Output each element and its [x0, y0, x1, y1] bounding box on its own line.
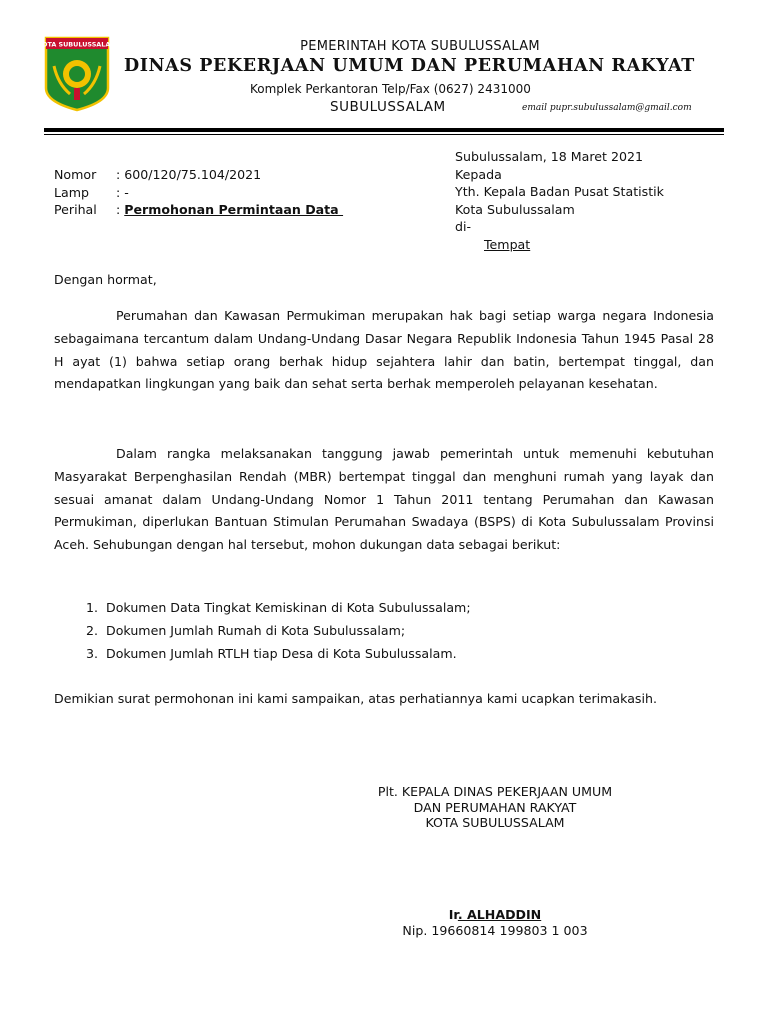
signatory-name: [330, 907, 660, 923]
list-item-text: Dokumen Data Tingkat Kemiskinan di Kota Subulussalam;: [106, 600, 471, 615]
perihal-separator: :: [116, 202, 125, 217]
letter-date: Subulussalam, 18 Maret 2021: [455, 149, 644, 164]
nomor-value: : 600/120/75.104/2021: [116, 167, 262, 182]
lamp-row: [54, 184, 343, 202]
letter-meta: [54, 166, 343, 219]
list-item-text: Dokumen Jumlah Rumah di Kota Subulussalam;: [106, 622, 406, 638]
nomor-row: [54, 166, 343, 184]
closing-paragraph: Demikian surat permohonan ini kami sampaikan, atas perhatiannya kami ucapkan terimakasih.: [54, 691, 657, 706]
letterhead-rule-thin: [44, 134, 724, 135]
signatory-name-text: . ALHADDIN: [457, 907, 542, 922]
office-address: Komplek Perkantoran Telp/Fax (0627) 2431000: [250, 82, 531, 96]
signatory-nip: Nip. 19660814 199803 1 003: [402, 923, 588, 938]
recipient-city: Kota Subulussalam: [455, 201, 575, 217]
list-item-text: Dokumen Jumlah RTLH tiap Desa di Kota Subulussalam.: [106, 645, 457, 661]
recipient-addressee: Yth. Kepala Badan Pusat Statistik: [455, 184, 664, 199]
recipient-place: Tempat: [484, 236, 531, 252]
government-name: PEMERINTAH KOTA SUBULUSSALAM: [300, 39, 540, 54]
lamp-label: Lamp: [54, 184, 89, 200]
signature-title: [330, 784, 660, 831]
perihal-label: Perihal: [54, 202, 97, 217]
lamp-value: : -: [116, 184, 129, 200]
signatory-prefix: Ir: [448, 907, 458, 922]
letterhead-rule-thick: [44, 128, 724, 132]
greeting: Dengan hormat,: [54, 272, 157, 287]
signature-title-line-2: DAN PERUMAHAN RAKYAT: [413, 799, 577, 815]
perihal-value: Permohonan Permintaan Data: [124, 202, 344, 217]
agency-name: DINAS PEKERJAAN UMUM DAN PERUMAHAN RAKYAT: [124, 56, 695, 76]
paragraph-1: Perumahan dan Kawasan Permukiman merupakan hak bagi setiap warga negara Indonesia sebagaimana tercantum dalam Undang-Undang Dasar Negara Republik Indonesia Tahun 1945 Pasal 28 H ayat (1) bahwa setiap orang berhak hidup sejahtera lahir dan batin, bertempat tinggal, dan mendapatkan lingkungan yang baik dan sehat serta berhak memperoleh pelayanan kesehatan.: [54, 308, 714, 392]
signature-title-line-1: Plt. KEPALA DINAS PEKERJAAN UMUM: [377, 784, 613, 799]
paragraph-2: Dalam rangka melaksanakan tanggung jawab pemerintah untuk memenuhi kebutuhan Masyarakat Berpenghasilan Rendah (MBR) bertempat tinggal dan menghuni rumah yang layak dan sesuai amanat dalam Undang-Undang Nomor 1 Tahun 2011 tentang Perumahan dan Kawasan Permukiman, diperlukan Bantuan Stimulan Perumahan Swadaya (BSPS) di Kota Subulussalam Provinsi Aceh. Sehubungan dengan hal tersebut, mohon dukungan data sebagai berikut:: [54, 446, 714, 553]
signature-title-line-3: KOTA SUBULUSSALAM: [425, 815, 565, 831]
nomor-label: Nomor: [54, 167, 97, 182]
emblem-label: KOTA SUBULUSSALAM: [37, 40, 117, 49]
recipient-block: [455, 148, 664, 253]
letterhead-city: SUBULUSSALAM: [330, 99, 446, 115]
list-item-number: 2.: [85, 622, 98, 638]
data-request-list: [54, 597, 714, 665]
recipient-di: di-: [455, 219, 472, 234]
list-item: [54, 643, 714, 666]
perihal-row: [54, 201, 343, 219]
list-item-number: 3.: [85, 645, 98, 661]
list-item-number: 1.: [85, 600, 98, 615]
office-email: email pupr.subulussalam@gmail.com: [522, 103, 692, 113]
list-item: [54, 620, 714, 643]
recipient-to: Kepada: [455, 166, 502, 182]
list-item: [54, 597, 714, 620]
